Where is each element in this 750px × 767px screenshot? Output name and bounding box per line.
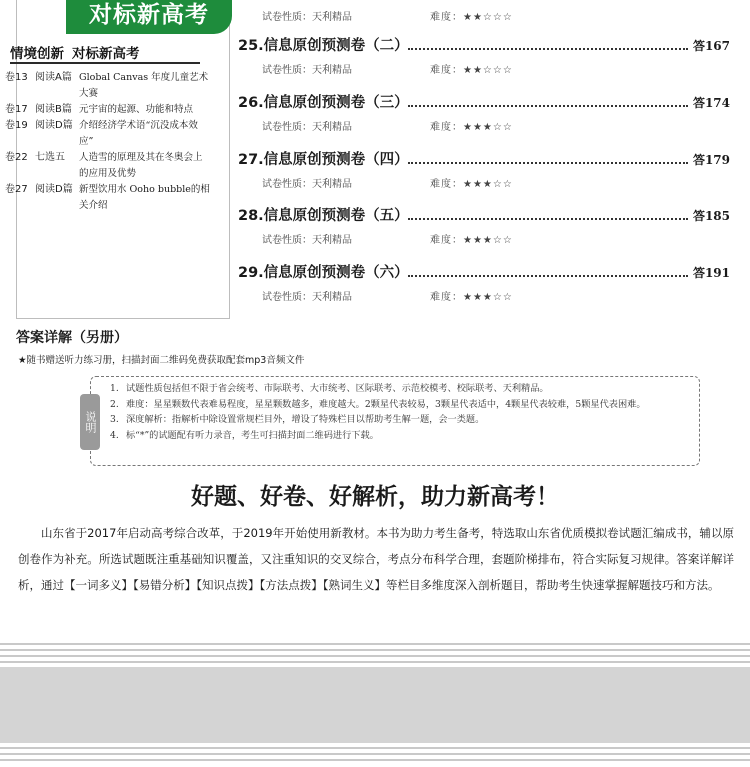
article-item <box>5 102 210 118</box>
divider-stripe <box>0 661 750 663</box>
divider-stripe <box>0 643 750 645</box>
note-number: 1. <box>110 383 119 394</box>
new-gaokao-banner: 对标新高考 <box>66 0 232 34</box>
notes-tab: 说明 <box>80 394 100 450</box>
note-text: 标“*”的试题配有听力录音，考生可扫描封面二维码进行下载。 <box>126 429 379 441</box>
slogan: 好题、好卷、好解析，助力新高考！ <box>191 483 559 510</box>
article-section: 阅读A篇 <box>35 72 72 83</box>
note-item <box>110 381 690 397</box>
note-text: 难度：星星颗数代表难易程度，星星颗数越多，难度越大。2颗星代表较易，3颗星代表适中，4颗星代表较难，5颗星代表困难。 <box>126 398 646 410</box>
article-text: 介绍经济学术语“沉没成本效应” <box>79 120 198 147</box>
paper-nature: 试卷性质：天利精品 <box>262 292 352 303</box>
leader-dots <box>408 160 688 164</box>
article-section: 阅读B篇 <box>35 104 72 115</box>
article-paper: 卷22 <box>5 152 28 163</box>
note-number: 4. <box>110 429 119 441</box>
book-description: 山东省于2017年启动高考综合改革，于2019年开始使用新教材。本书为助力考生备考，特选取山东省优质模拟卷试题汇编成书，辅以原创卷作为补充。所选试题既注重基础知识覆盖，又注重知识的交叉综合，考点分布科学合理，套题阶梯排布，符合实际复习规律。答案详解详析，通过【一词多义】【易错分析】【知识点拨】【方法点拨】【熟词生义】等栏目多维度深入剖析题目，帮助考生快速掌握解题技巧和方法。 <box>18 526 734 592</box>
difficulty-rating: 难度：★★☆☆☆ <box>430 65 513 76</box>
difficulty-rating: 难度：★★★☆☆ <box>430 179 513 190</box>
divider-stripe <box>0 753 750 755</box>
article-text: 新型饮用水 Ooho bubble的相关介绍 <box>79 184 210 211</box>
divider-stripe <box>0 649 750 651</box>
leader-dots <box>408 216 688 220</box>
article-text: 元宇宙的起源、功能和特点 <box>79 104 194 115</box>
article-paper: 卷27 <box>5 184 28 195</box>
article-item <box>5 150 210 182</box>
answer-page: 答174 <box>692 96 730 110</box>
note-number: 3. <box>110 414 119 425</box>
difficulty-rating: 难度：★★★☆☆ <box>430 122 513 133</box>
divider-stripe <box>0 747 750 749</box>
article-item <box>5 70 210 102</box>
exam-title: 28.信息原创预测卷（五） <box>238 208 409 224</box>
note-item <box>110 412 690 428</box>
article-paper: 卷17 <box>5 104 28 115</box>
paper-nature: 试卷性质：天利精品 <box>262 179 352 190</box>
article-item <box>5 182 210 214</box>
article-text: 人造雪的原理及其在冬奥会上的应用及优势 <box>79 152 203 179</box>
leader-dots <box>408 103 688 107</box>
paper-nature: 试卷性质：天利精品 <box>262 122 352 133</box>
article-text: Global Canvas 年度儿童艺术大赛 <box>79 72 209 99</box>
audio-note: ★随书赠送听力练习册，扫描封面二维码免费获取配套mp3音频文件 <box>18 355 305 366</box>
article-section: 阅读D篇 <box>35 184 73 195</box>
notes-list <box>110 381 690 443</box>
note-text: 深度解析：指解析中除设置常规栏目外，增设了特殊栏目以帮助考生解一题，会一类题。 <box>126 414 485 425</box>
innovation-heading <box>10 42 210 62</box>
paper-nature: 试卷性质：天利精品 <box>262 65 352 76</box>
answer-page: 答179 <box>692 153 730 167</box>
leader-dots <box>408 273 688 277</box>
exam-title: 26.信息原创预测卷（三） <box>238 95 409 111</box>
difficulty-rating: 难度：★★★☆☆ <box>430 235 513 246</box>
article-section: 阅读D篇 <box>35 120 73 131</box>
exam-title: 29.信息原创预测卷（六） <box>238 265 409 281</box>
paper-nature: 试卷性质：天利精品 <box>262 235 352 246</box>
article-paper: 卷13 <box>5 72 28 83</box>
difficulty-rating: 难度：★★☆☆☆ <box>430 12 513 23</box>
article-item <box>5 118 210 150</box>
article-section: 七选五 <box>35 152 65 163</box>
divider-stripe <box>0 655 750 657</box>
heading-underline <box>10 62 200 64</box>
answer-page: 答191 <box>692 266 730 280</box>
answer-page: 答185 <box>692 209 730 223</box>
leader-dots <box>408 46 688 50</box>
note-number: 2. <box>110 398 119 410</box>
heading-left: 情境创新 <box>10 46 64 62</box>
note-item <box>110 397 690 413</box>
note-text: 试题性质包括但不限于省会统考、市际联考、大市统考、区际联考、示范校模考、校际联考、天利精品。 <box>126 383 549 394</box>
divider-stripe <box>0 759 750 761</box>
answers-title: 答案详解（另册） <box>16 330 128 346</box>
paper-nature: 试卷性质：天利精品 <box>262 12 352 23</box>
note-item <box>110 428 690 444</box>
difficulty-rating: 难度：★★★☆☆ <box>430 292 513 303</box>
exam-title: 25.信息原创预测卷（二） <box>238 38 409 54</box>
article-list <box>5 70 210 214</box>
answer-page: 答167 <box>692 39 730 53</box>
exam-title: 27.信息原创预测卷（四） <box>238 152 409 168</box>
heading-right: 对标新高考 <box>72 46 140 62</box>
footer-band <box>0 667 750 743</box>
article-paper: 卷19 <box>5 120 28 131</box>
